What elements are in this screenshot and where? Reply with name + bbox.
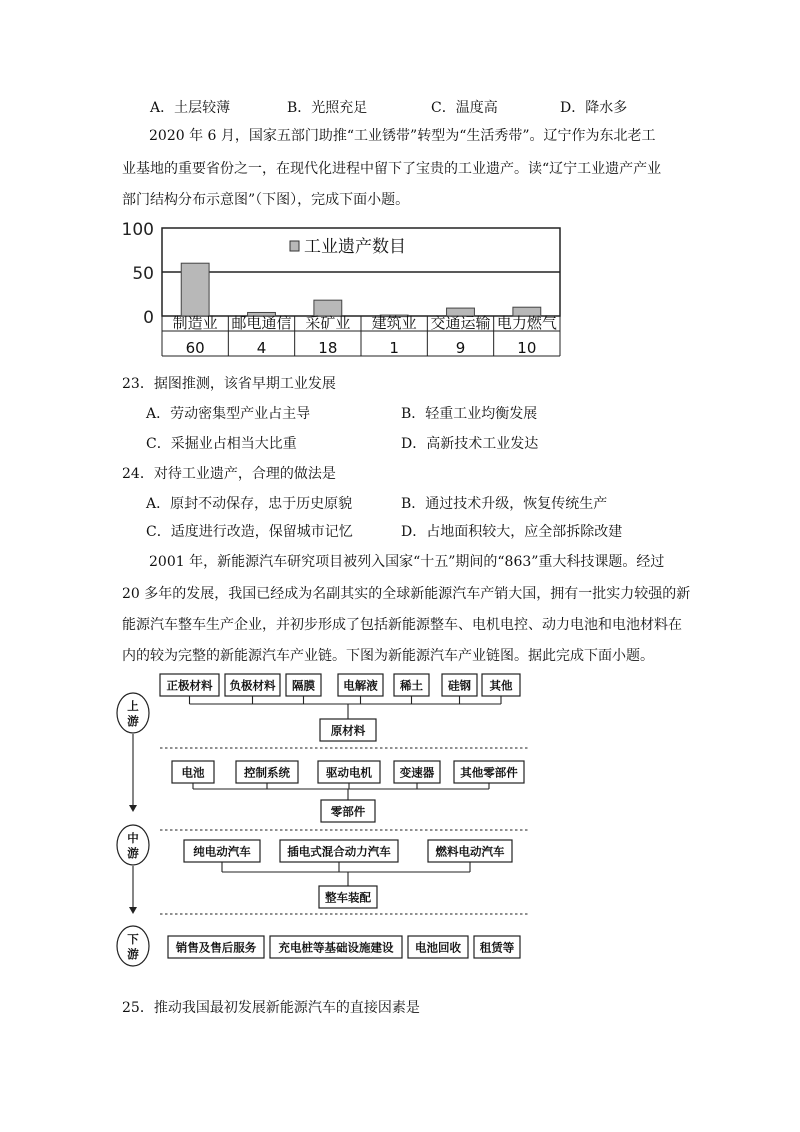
category-label: 制造业 (172, 314, 218, 332)
y-tick-label: 0 (143, 308, 154, 328)
q23-stem: 23．据图推测，该省早期工业发展 (122, 376, 336, 392)
stage-upstream-label-top: 上 (127, 699, 139, 713)
vehicle-item-box-label: 纯电动汽车 (193, 844, 251, 859)
q24-stem: 24．对待工业遗产，合理的做法是 (122, 466, 336, 482)
arrow-mid-to-down-head (129, 907, 137, 914)
q23-option-c[interactable]: C．采掘业占相当大比重 (146, 436, 297, 452)
passage2-line1: 2001 年，新能源汽车研究项目被列入国家“十五”期间的“863”重大科技课题。经过 (149, 554, 665, 570)
stage-downstream-label-bottom: 游 (127, 947, 139, 961)
q23-option-a[interactable]: A．劳动密集型产业占主导 (146, 406, 311, 422)
y-tick-label: 100 (121, 220, 154, 240)
category-label: 电力燃气 (496, 314, 557, 332)
ev-industry-chain-diagram (112, 664, 542, 974)
passage1-line3: 部门结构分布示意图”（下图），完成下面小题。 (122, 192, 410, 208)
upstream-item-box-label: 负极材料 (229, 678, 276, 693)
q23-option-b[interactable]: B．轻重工业均衡发展 (401, 406, 538, 422)
chart-svg (121, 216, 566, 362)
upstream-item-box-label: 稀土 (400, 678, 423, 693)
parts-item-box-label: 电池 (181, 765, 205, 780)
category-label: 采矿业 (305, 314, 351, 332)
vehicle-item-box-label: 燃料电动汽车 (435, 844, 505, 859)
vehicle-hub-box-label: 整车装配 (325, 890, 371, 905)
downstream-item-box-label: 充电桩等基础设施建设 (278, 940, 394, 955)
upstream-item-box-label: 其他 (489, 678, 513, 693)
passage1-line1: 2020 年 6 月，国家五部门助推“工业锈带”转型为“生活秀带”。辽宁作为东北老工 (149, 128, 656, 144)
stage-downstream-label-top: 下 (127, 932, 139, 946)
upstream-item-box-label: 隔膜 (292, 678, 315, 693)
arrow-up-to-mid-head (129, 805, 137, 812)
prev-option-d: D．降水多 (560, 100, 628, 116)
prev-option-c: C．温度高 (431, 100, 498, 116)
value-label: 60 (185, 339, 205, 357)
prev-option-a: A．土层较薄 (150, 100, 231, 116)
legend-swatch (290, 241, 299, 251)
q24-option-a[interactable]: A．原封不动保存，忠于历史原貌 (146, 496, 353, 512)
q23-option-d[interactable]: D．高新技术工业发达 (401, 436, 539, 452)
q24-option-c[interactable]: C．适度进行改造，保留城市记忆 (146, 524, 353, 540)
legend-label: 工业遗产数目 (304, 237, 406, 257)
downstream-item-box-label: 租赁等 (479, 940, 515, 955)
passage2-line2: 20 多年的发展，我国已经成为名副其实的全球新能源汽车产销大国，拥有一批实力较强的新 (122, 586, 691, 602)
stage-midstream-label-top: 中 (127, 831, 139, 845)
parts-item-box-label: 其他零部件 (460, 765, 518, 780)
stage-upstream-label-bottom: 游 (127, 714, 139, 728)
diagram-svg (112, 664, 542, 974)
parts-item-box-label: 控制系统 (244, 765, 290, 780)
category-label: 交通运输 (430, 314, 491, 332)
parts-hub-box-label: 零部件 (330, 804, 366, 819)
upstream-item-box-label: 电解液 (343, 678, 378, 693)
value-label: 1 (389, 339, 399, 357)
passage2-line4: 内的较为完整的新能源汽车产业链。下图为新能源汽车产业链图。据此完成下面小题。 (122, 648, 654, 664)
stage-midstream-label-bottom: 游 (127, 846, 139, 860)
passage1-line2: 业基地的重要省份之一，在现代化进程中留下了宝贵的工业遗产。读“辽宁工业遗产产业 (122, 161, 662, 177)
upstream-item-box-label: 正极材料 (166, 678, 213, 693)
downstream-item-box-label: 电池回收 (415, 940, 461, 955)
vehicle-item-box-label: 插电式混合动力汽车 (287, 844, 391, 859)
value-label: 4 (256, 339, 267, 357)
value-label: 18 (318, 339, 338, 357)
q24-option-d[interactable]: D．占地面积较大，应全部拆除改建 (401, 524, 623, 540)
upstream-item-box-label: 硅钢 (448, 678, 471, 693)
bar (181, 263, 209, 316)
value-label: 10 (517, 339, 537, 357)
q24-option-b[interactable]: B．通过技术升级，恢复传统生产 (401, 496, 608, 512)
category-label: 建筑业 (371, 314, 417, 332)
downstream-item-box-label: 销售及售后服务 (175, 940, 257, 955)
upstream-hub-box-label: 原材料 (330, 723, 366, 738)
industrial-heritage-bar-chart (121, 216, 566, 362)
parts-item-box-label: 变速器 (399, 765, 435, 780)
y-tick-label: 50 (132, 264, 154, 284)
q25-stem: 25．推动我国最初发展新能源汽车的直接因素是 (122, 1000, 420, 1016)
prev-option-b: B．光照充足 (287, 100, 368, 116)
parts-item-box-label: 驱动电机 (326, 765, 372, 780)
passage2-line3: 能源汽车整车生产企业，并初步形成了包括新能源整车、电机电控、动力电池和电池材料在 (122, 617, 682, 633)
category-label: 邮电通信 (231, 314, 292, 332)
value-label: 9 (455, 339, 466, 357)
